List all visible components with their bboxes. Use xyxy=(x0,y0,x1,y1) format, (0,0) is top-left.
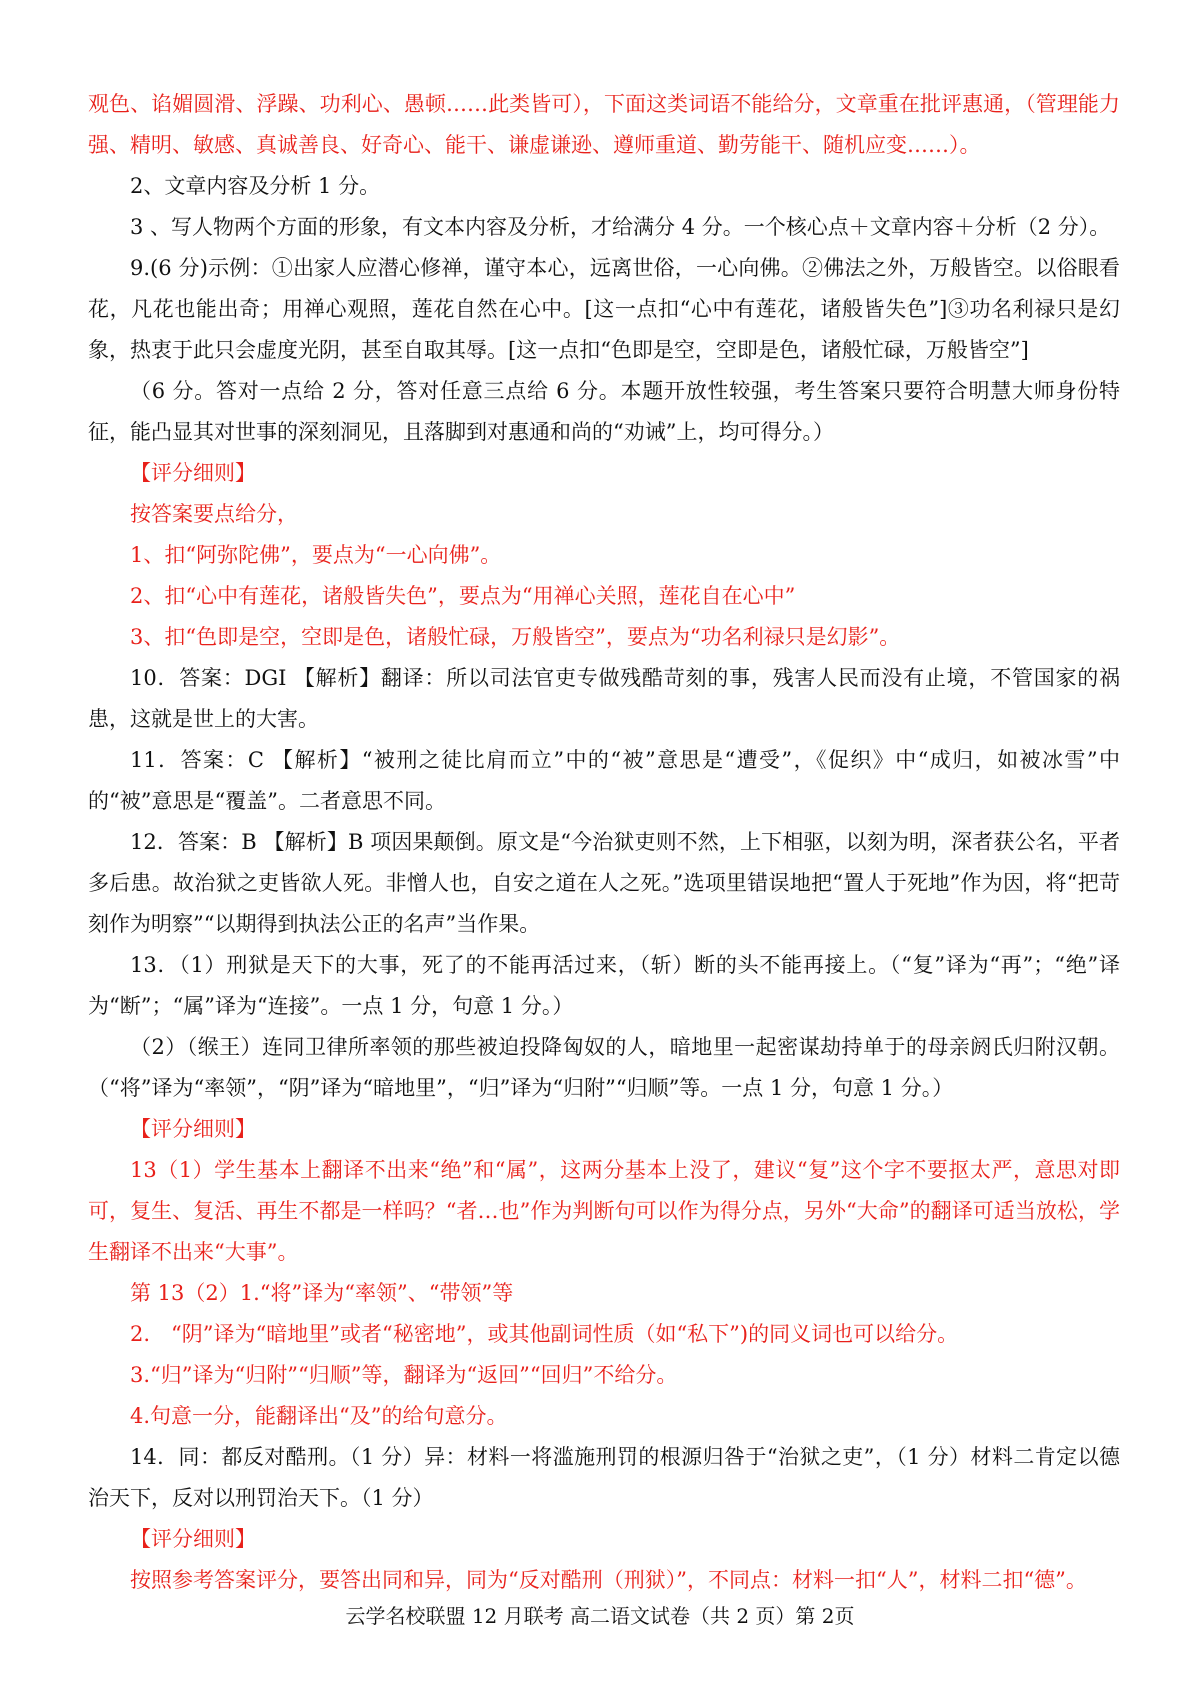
scoring-rules-heading: 【评分细则】 xyxy=(130,461,256,485)
scoring-rules-heading: 【评分细则】 xyxy=(130,1527,256,1551)
paragraph-14: （2）（缑王）连同卫律所率领的那些被迫投降匈奴的人，暗地里一起密谋劫持单于的母亲阏氏归附汉朝。（“将”译为“率领”，“阴”译为“暗地里”，“归”译为“归附”“归顺”等。一点 1 分，句意 1 分。） xyxy=(88,1035,1120,1100)
answer-key-content xyxy=(88,84,1120,1601)
paragraph-2: 3 、写人物两个方面的形象，有文本内容及分析，才给满分 4 分。一个核心点＋文章内容＋分析（2 分）。 xyxy=(130,215,1111,239)
paragraph-9: 3、扣“色即是空，空即是色，诸般忙碌，万般皆空”，要点为“功名利禄只是幻影”。 xyxy=(130,625,901,649)
scoring-rules-heading: 【评分细则】 xyxy=(130,1117,256,1141)
paragraph-21: 14．同：都反对酷刑。（1 分）异：材料一将滥施刑罚的根源归咎于“治狱之吏”，（1 分）材料二肯定以德治天下，反对以刑罚治天下。（1 分） xyxy=(88,1445,1120,1510)
paragraph-17: 第 13（2）1.“将”译为“率领”、“带领”等 xyxy=(130,1281,514,1305)
page-footer: 云学名校联盟 12 月联考 高二语文试卷（共 2 页）第 2页 xyxy=(345,1604,855,1628)
paragraph-10: 10．答案：DGI 【解析】翻译：所以司法官吏专做残酷苛刻的事，残害人民而没有止境，不管国家的祸患，这就是世上的大害。 xyxy=(88,666,1120,731)
paragraph-7: 1、扣“阿弥陀佛”，要点为“一心向佛”。 xyxy=(130,543,502,567)
paragraph-4: （6 分。答对一点给 2 分，答对任意三点给 6 分。本题开放性较强，考生答案只要符合明慧大师身份特征，能凸显其对世事的深刻洞见，且落脚到对惠通和尚的“劝诫”上，均可得分。） xyxy=(88,379,1120,444)
paragraph-13: 13．（1）刑狱是天下的大事，死了的不能再活过来，（斩）断的头不能再接上。（“复”译为“再”；“绝”译为“断”；“属”译为“连接”。一点 1 分，句意 1 分。） xyxy=(88,953,1120,1018)
paragraph-19: 3.“归”译为“归附”“归顺”等，翻译为“返回”“回归”不给分。 xyxy=(130,1363,678,1387)
paragraph-23: 按照参考答案评分，要答出同和异，同为“反对酷刑（刑狱）”，不同点：材料一扣“人”，材料二扣“德”。 xyxy=(130,1568,1087,1592)
paragraph-12: 12．答案：B 【解析】B 项因果颠倒。原文是“今治狱吏则不然，上下相驱，以刻为明，深者获公名，平者多后患。故治狱之吏皆欲人死。非憎人也，自安之道在人之死。”选项里错误地把“置人于死地”作为因，将“把苛刻作为明察”“以期得到执法公正的名声”当作果。 xyxy=(88,830,1120,936)
paragraph-3: 9.(6 分)示例：①出家人应潜心修禅，谨守本心，远离世俗，一心向佛。②佛法之外，万般皆空。以俗眼看花，凡花也能出奇；用禅心观照，莲花自然在心中。[这一点扣“心中有莲花，诸般皆失色”]③功名利禄只是幻象，热衷于此只会虚度光阴，甚至自取其辱。[这一点扣“色即是空，空即是色，诸般忙碌，万般皆空”] xyxy=(88,256,1120,362)
paragraph-11: 11．答案：C 【解析】“被刑之徒比肩而立”中的“被”意思是“遭受”，《促织》中“成归，如被冰雪”中的“被”意思是“覆盖”。二者意思不同。 xyxy=(88,748,1120,813)
paragraph-8: 2、扣“心中有莲花，诸般皆失色”，要点为“用禅心关照，莲花自在心中” xyxy=(130,584,796,608)
paragraph-6: 按答案要点给分， xyxy=(130,502,298,526)
paragraph-0: 观色、谄媚圆滑、浮躁、功利心、愚顿……此类皆可），下面这类词语不能给分，文章重在批评惠通，（管理能力强、精明、敏感、真诚善良、好奇心、能干、谦虚谦逊、遵师重道、勤劳能干、随机应变……）。 xyxy=(88,92,1120,157)
paragraph-20: 4.句意一分，能翻译出“及”的给句意分。 xyxy=(130,1404,508,1428)
paragraph-16: 13（1）学生基本上翻译不出来“绝”和“属”，这两分基本上没了，建议“复”这个字不要抠太严，意思对即可，复生、复活、再生不都是一样吗？“者…也”作为判断句可以作为得分点，另外“大命”的翻译可适当放松，学生翻译不出来“大事”。 xyxy=(88,1158,1120,1264)
paragraph-1: 2、文章内容及分析 1 分。 xyxy=(130,174,381,198)
paragraph-18: 2. “阴”译为“暗地里”或者“秘密地”，或其他副词性质（如“私下”)的同义词也可以给分。 xyxy=(130,1322,959,1346)
